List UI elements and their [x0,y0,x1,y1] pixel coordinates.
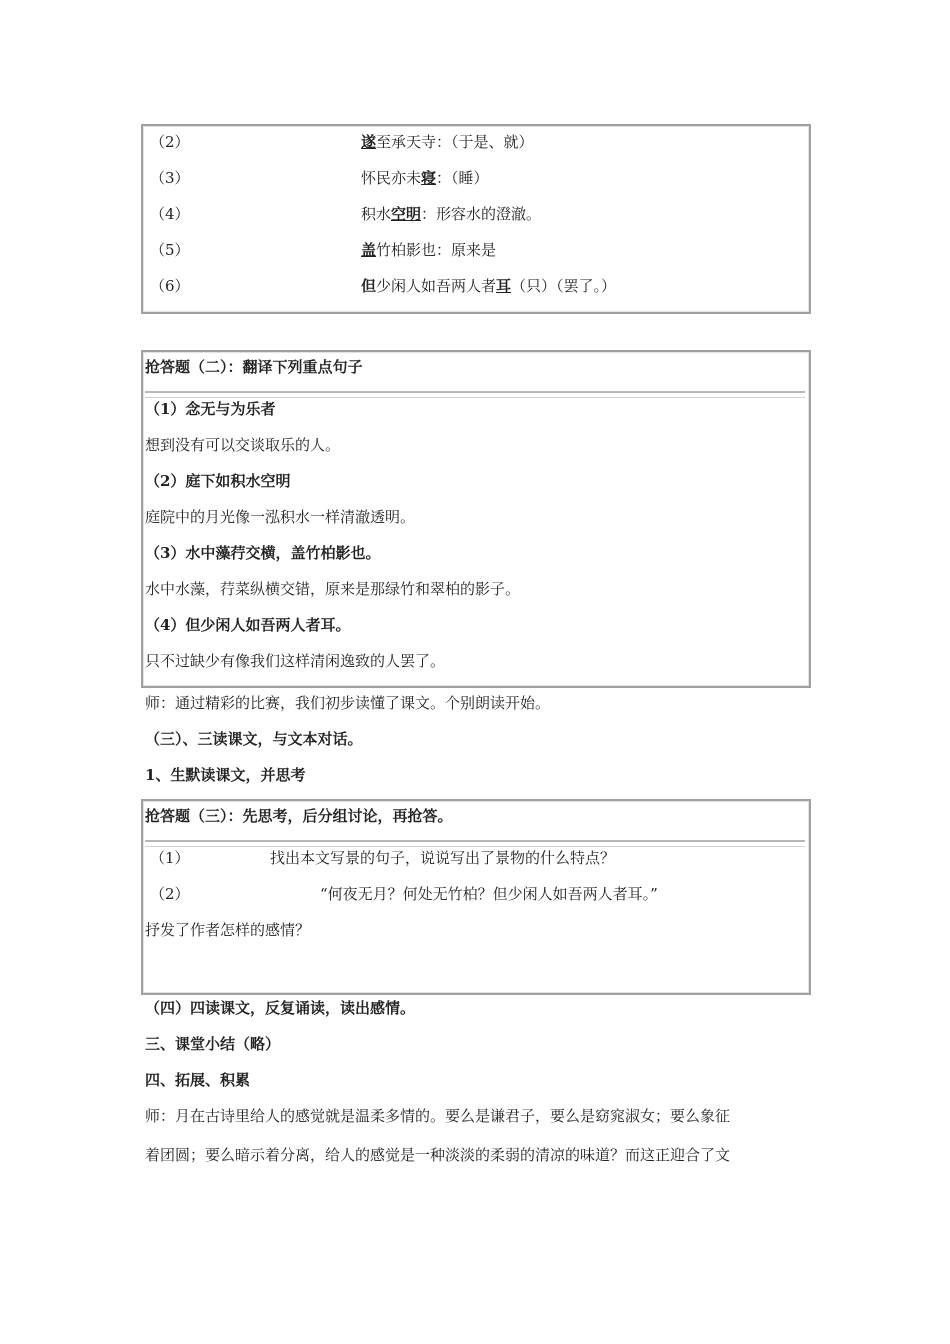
quiz2-question: （2）庭下如积水空明 [145,472,291,490]
section-heading: （三）、三读课文，与文本对话。 [145,730,363,748]
quiz2-question: （4）但少闲人如吾两人者耳。 [145,616,351,634]
vocab-row-num: （3） [150,169,190,187]
vocab-gloss: ：形容水的澄澈。 [421,205,542,223]
quiz3-title: 抢答题（三）：先思考，后分组讨论，再抢答。 [145,807,453,825]
quiz3-q2-continuation: 抒发了作者怎样的感情？ [145,921,311,939]
vocab-row-num: （5） [150,241,190,259]
vocab-mid: 少闲人如吾两人者 [376,277,497,295]
vocab-gloss: 至承天寺：（于是、就） [376,133,534,151]
vocab-keyword: 耳 [496,277,512,295]
vocab-row [361,132,534,152]
quiz2-answer: 想到没有可以交谈取乐的人。 [145,436,341,454]
vocab-row [361,204,541,224]
quiz2-divider [145,391,805,398]
quiz3-divider [145,840,805,847]
vocab-gloss: 竹柏影也：原来是 [376,241,497,259]
section-heading: 三、课堂小结（略） [145,1035,281,1053]
quiz2-question: （3）水中藻荇交横，盖竹柏影也。 [145,544,381,562]
vocab-pre: 怀民亦未 [361,169,422,187]
vocab-row [361,240,496,260]
quiz2-question: （1）念无与为乐者 [145,400,276,418]
vocab-keyword: 但 [361,277,377,295]
section-heading: 四、拓展、积累 [145,1071,251,1089]
vocab-row-num: （6） [150,277,190,295]
vocab-row-num: （2） [150,133,190,151]
vocab-keyword: 盖 [361,241,377,259]
section-subheading: 1、生默读课文，并思考 [145,766,306,784]
vocab-gloss: ：（睡） [436,169,489,187]
quiz3-q1-num: （1） [150,849,190,867]
vocab-keyword: 遂 [361,133,377,151]
teacher-paragraph: 着团圆；要么暗示着分离，给人的感觉是一种淡淡的柔弱的清凉的味道？而这正迎合了文 [145,1146,731,1164]
quiz2-answer: 庭院中的月光像一泓积水一样清澈透明。 [145,508,416,526]
vocab-row [361,168,489,188]
vocab-keyword: 空明 [391,205,422,223]
quiz2-answer: 水中水藻，荇菜纵横交错，原来是那绿竹和翠柏的影子。 [145,580,521,598]
vocab-pre: 积水 [361,205,392,223]
quiz2-title: 抢答题（二）：翻译下列重点句子 [145,358,363,376]
section-heading: （四）四读课文，反复诵读，读出感情。 [145,999,416,1017]
vocab-gloss: （只）（罢了。） [511,277,617,295]
vocab-row [361,276,616,296]
vocab-row-num: （4） [150,205,190,223]
quiz3-q1-text: 找出本文写景的句子，说说写出了景物的什么特点？ [270,849,616,867]
quiz2-answer: 只不过缺少有像我们这样清闲逸致的人罢了。 [145,652,446,670]
quiz3-q2-num: （2） [150,885,190,903]
vocab-keyword: 寝 [421,169,437,187]
quiz3-q2-text: “何夜无月？何处无竹柏？但少闲人如吾两人者耳。” [320,885,658,903]
teacher-paragraph: 师：月在古诗里给人的感觉就是温柔多情的。要么是谦君子，要么是窈窕淑女；要么象征 [145,1107,731,1125]
teacher-paragraph: 师：通过精彩的比赛，我们初步读懂了课文。个别朗读开始。 [145,694,551,712]
